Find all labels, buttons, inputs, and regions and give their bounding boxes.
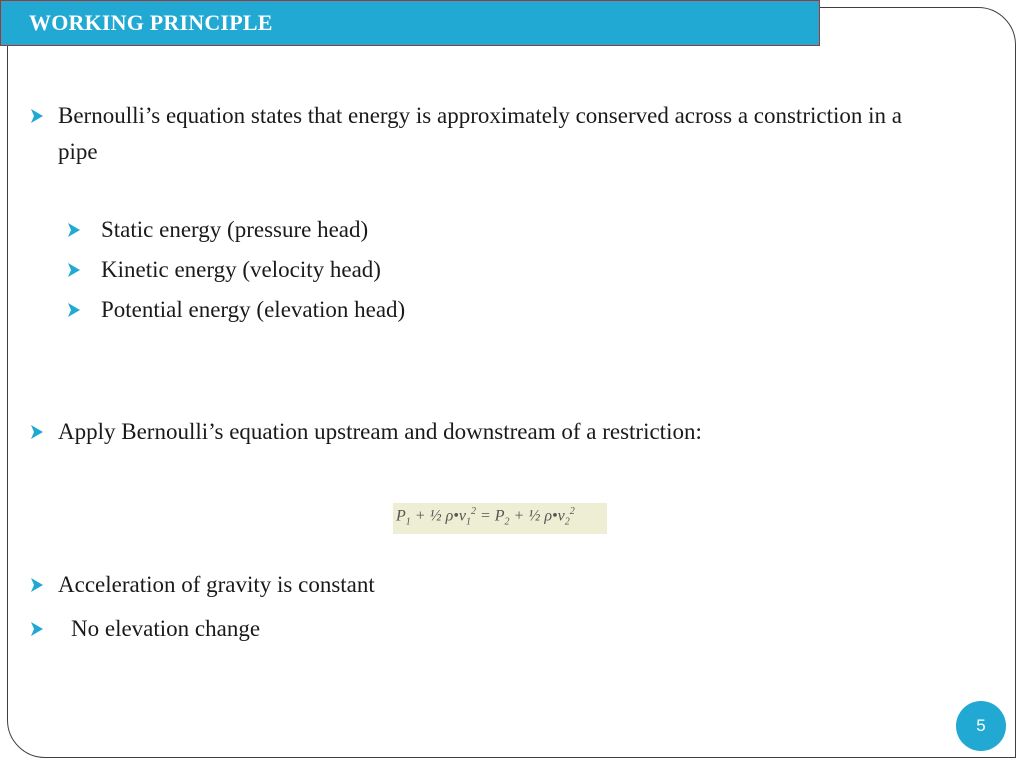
sub-bullet-text: Kinetic energy (velocity head) xyxy=(101,257,381,282)
bernoulli-equation: $P_1$ + ½ $\rho•v_1^2 = P_2$ + ½ $\rho•v_2^2$ xyxy=(393,503,607,534)
arrow-bullet-icon xyxy=(30,621,44,637)
bullet-text: Acceleration of gravity is constant xyxy=(58,572,375,597)
bullet-text-continued: pipe xyxy=(58,139,98,164)
arrow-bullet-icon xyxy=(30,577,44,593)
sub-bullet-text: Static energy (pressure head) xyxy=(101,217,369,242)
arrow-bullet-icon xyxy=(67,302,81,318)
page-number-badge xyxy=(956,701,1006,751)
arrow-bullet-icon xyxy=(67,262,81,278)
bullet-text: Apply Bernoulli’s equation upstream and downstream of a restriction: xyxy=(58,419,702,444)
bullet-text: Bernoulli’s equation states that energy is approximately conserved across a constriction in a xyxy=(58,103,902,128)
title-bar xyxy=(0,0,820,46)
slide-title: WORKING PRINCIPLE xyxy=(29,10,273,35)
arrow-bullet-icon xyxy=(30,108,44,124)
sub-bullet-text: Potential energy (elevation head) xyxy=(101,297,406,322)
page-number: 5 xyxy=(976,716,986,735)
arrow-bullet-icon xyxy=(30,424,44,440)
bullet-text: No elevation change xyxy=(71,616,261,641)
arrow-bullet-icon xyxy=(67,222,81,238)
